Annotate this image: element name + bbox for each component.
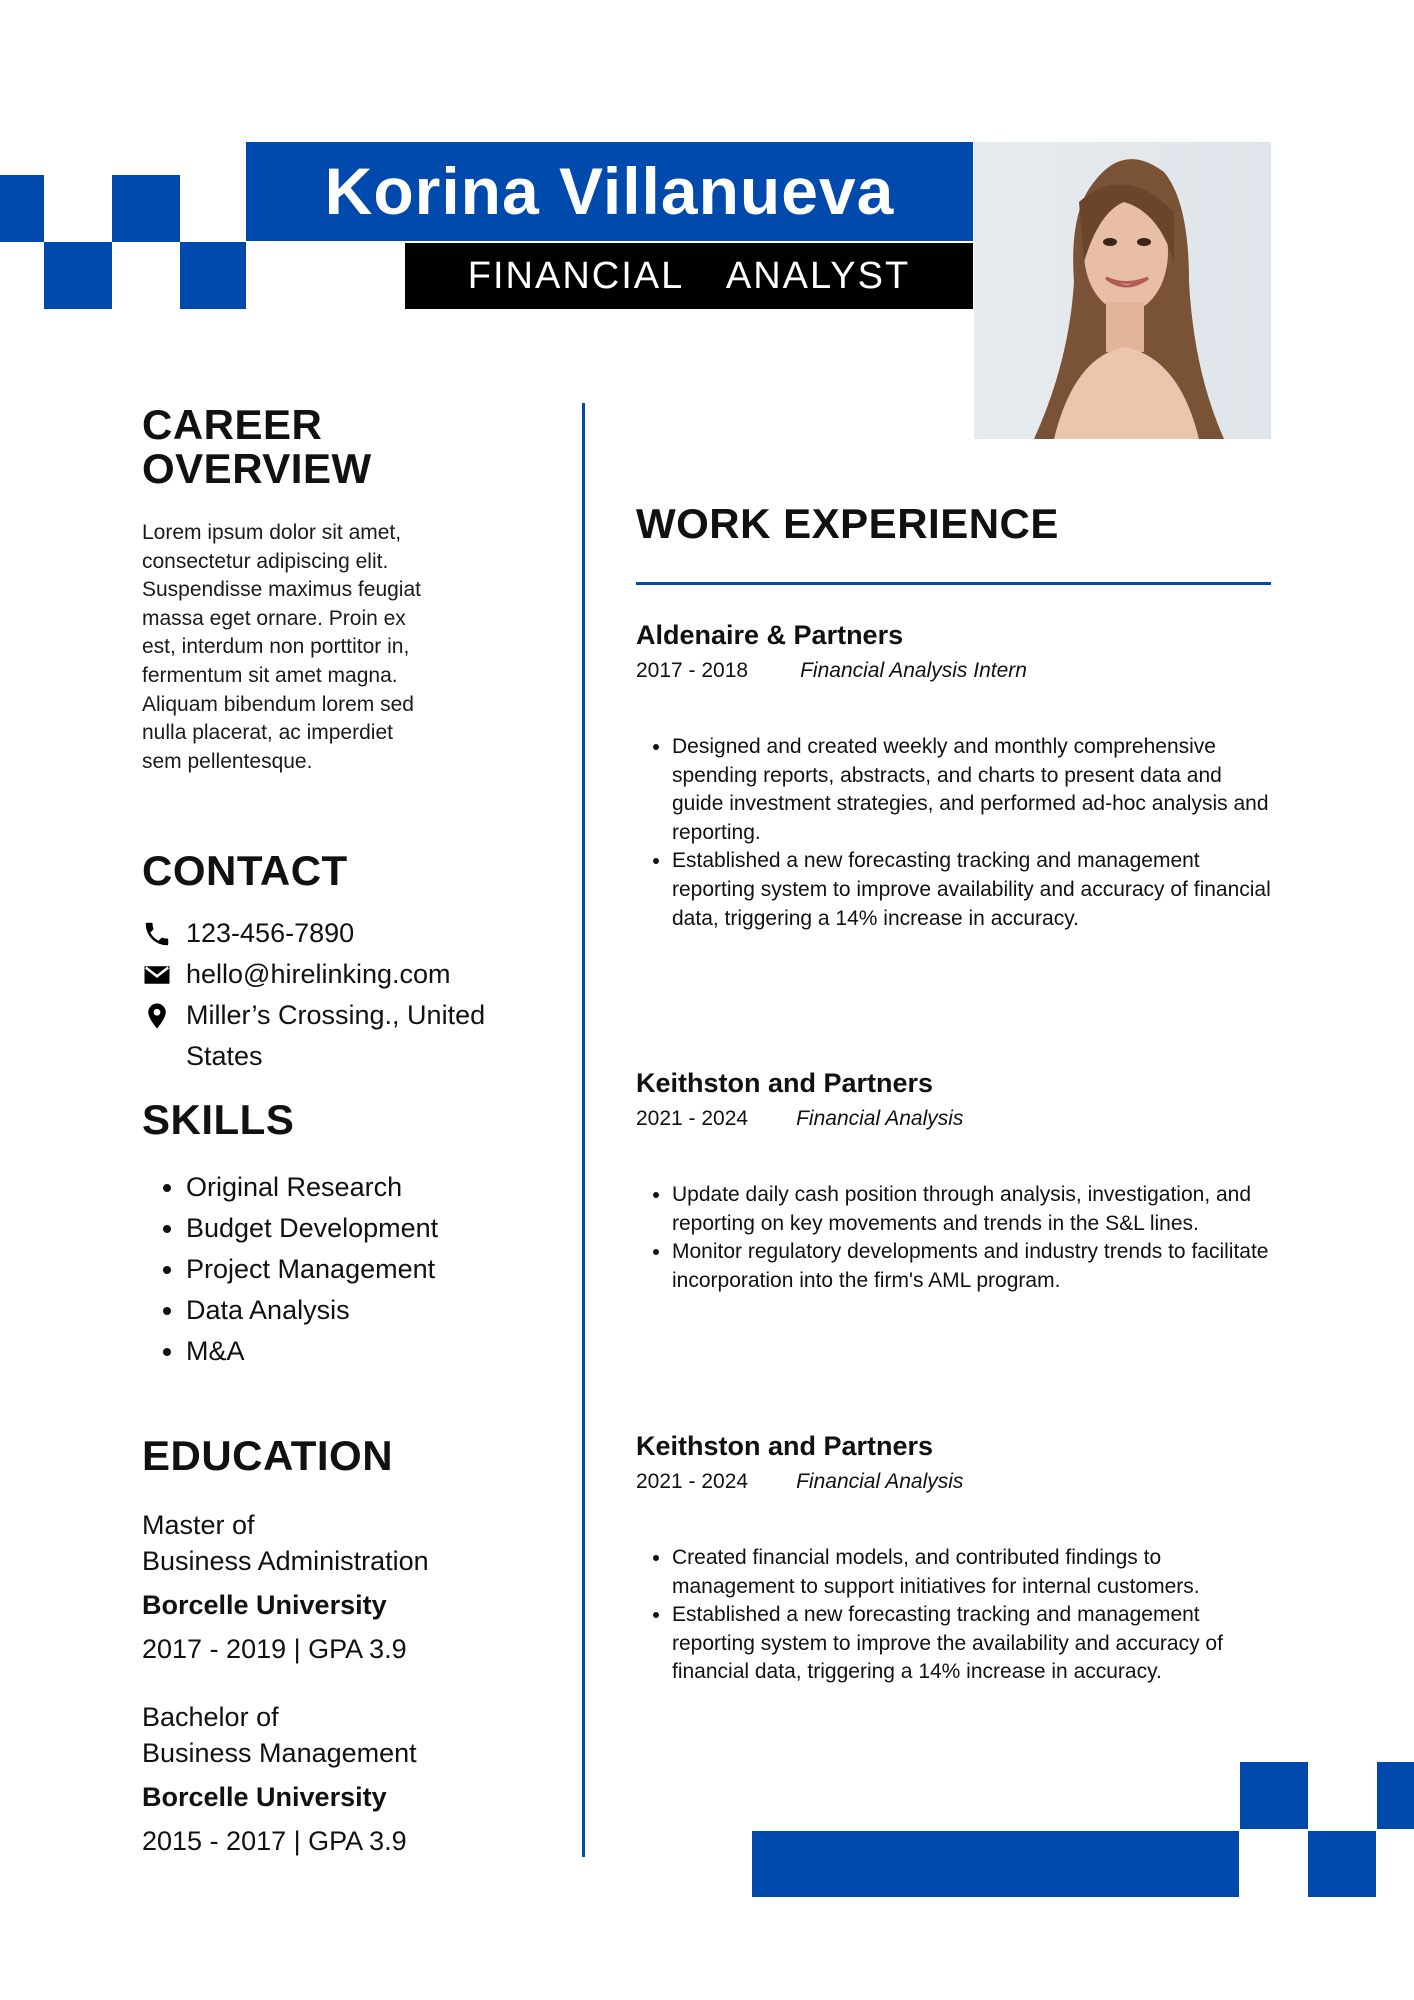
skill-item: • Data Analysis: [186, 1290, 438, 1331]
work-divider: [636, 582, 1271, 585]
job-title: FINANCIAL ANALYST: [405, 243, 973, 309]
mail-icon: [142, 960, 172, 990]
education-entry: Master of Business Administration Borcelle University 2017 - 2019 | GPA 3.9: [142, 1510, 429, 1664]
company-name: Keithston and Partners: [636, 1068, 934, 1098]
skill-item: • Budget Development: [186, 1208, 438, 1249]
decor-square: [1377, 1762, 1414, 1829]
candidate-name: Korina Villanueva: [324, 154, 895, 228]
decor-square: [180, 242, 246, 309]
location-pin-icon: [142, 1001, 172, 1031]
skills-heading: SKILLS: [142, 1096, 295, 1143]
skills-list: [150, 1167, 438, 1372]
company-name: Keithston and Partners: [636, 1431, 934, 1461]
decor-square: [0, 175, 44, 242]
skill-item: • M&A: [186, 1331, 438, 1372]
skill-item: • Project Management: [186, 1249, 438, 1290]
job-entry: Keithston and Partners 2021 - 2024 Financial Analysis • Created financial models, and contributed findings to management to support initiatives for internal customers. • Established a new forecasting tracking and management reporting system to improve the availability and accuracy of financial data, triggering a 14% increase in accuracy.: [636, 1431, 1276, 1687]
education-entry: Bachelor of Business Management Borcelle University 2015 - 2017 | GPA 3.9: [142, 1702, 417, 1856]
decor-square: [44, 242, 112, 309]
contact-list: 123-456-7890 hello@hirelinking.com Miller’s Crossing., United States: [142, 913, 485, 1077]
job-entry: Keithston and Partners 2021 - 2024 Financial Analysis • Update daily cash position through analysis, investigation, and reporting on key movements and trends in the S&L lines. • Monitor regulatory developments and industry trends to facilitate incorporation into the firm's AML program.: [636, 1068, 1276, 1295]
career-summary: Lorem ipsum dolor sit amet, consectetur adipiscing elit. Suspendisse maximus feugiat massa eget ornare. Proin ex est, interdum non porttitor in, fermentum sit amet magna. Aliquam bibendum lorem sed nulla placerat, ac imperdiet sem pellentesque.: [142, 521, 421, 773]
contact-heading: CONTACT: [142, 847, 348, 894]
job-entry: Aldenaire & Partners 2017 - 2018 Financial Analysis Intern • Designed and created weekly and monthly comprehensive spending reports, abstracts, and charts to present data and guide investment strategies, and performed ad-hoc analysis and reporting. • Established a new forecasting tracking and management reporting system to improve availability and accuracy of financial data, triggering a 14% increase in accuracy.: [636, 620, 1276, 933]
decor-bar: [752, 1831, 1239, 1897]
contact-email: hello@hirelinking.com: [142, 954, 485, 995]
decor-square: [1240, 1762, 1308, 1829]
contact-phone: 123-456-7890: [142, 913, 485, 954]
company-name: Aldenaire & Partners: [636, 620, 904, 650]
column-divider: [582, 403, 585, 1857]
decor-square: [112, 175, 180, 242]
skill-item: • Original Research: [186, 1167, 438, 1208]
phone-icon: [142, 919, 172, 949]
profile-photo: [974, 142, 1271, 439]
work-heading: WORK EXPERIENCE: [636, 500, 1059, 547]
career-heading: CAREER OVERVIEW: [142, 401, 372, 492]
decor-square: [1308, 1831, 1376, 1897]
education-heading: EDUCATION: [142, 1432, 394, 1479]
contact-address: Miller’s Crossing., United: [142, 995, 485, 1036]
